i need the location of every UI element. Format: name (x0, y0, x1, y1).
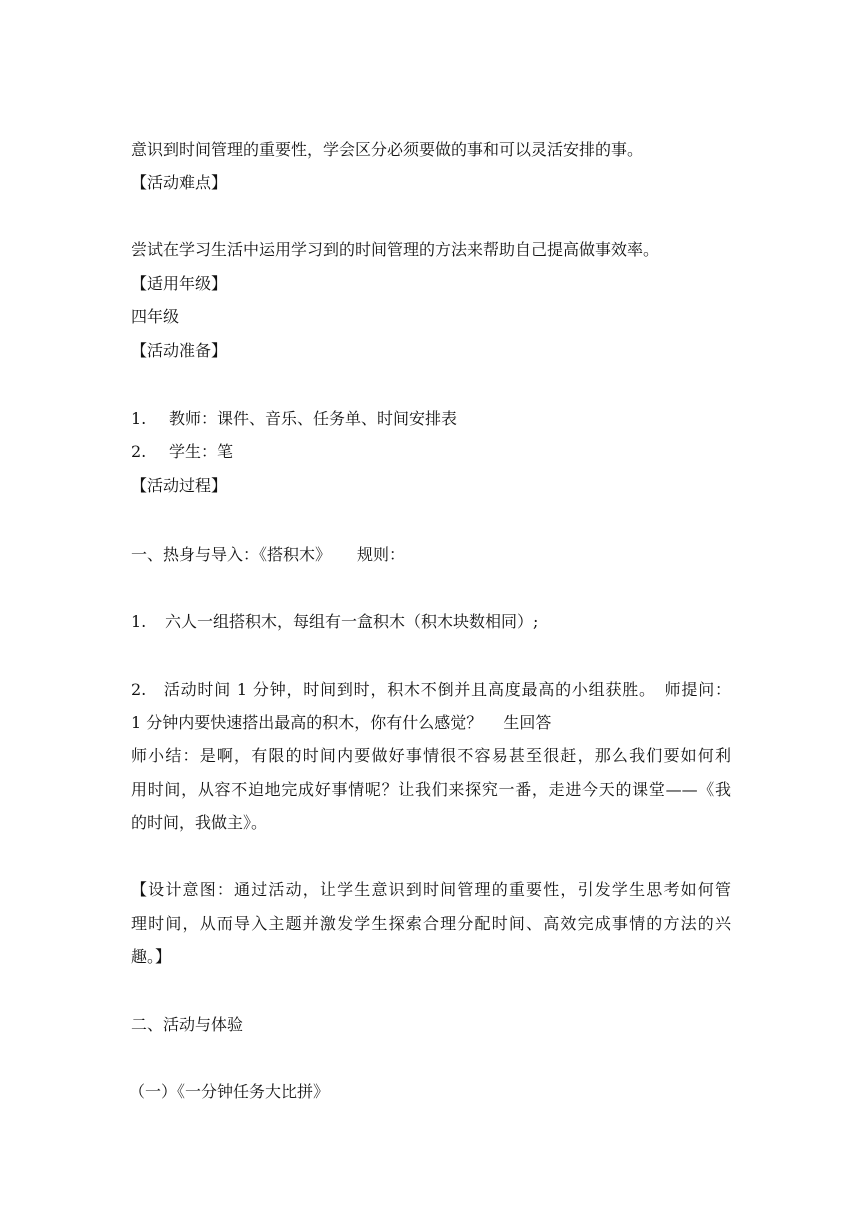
summary-line-3: 的时间，我做主》。 (131, 813, 268, 832)
heading-grade: 【适用年级】 (131, 274, 228, 293)
heading-process: 【活动过程】 (131, 476, 228, 495)
summary-line-2: 用时间，从容不迫地完成好事情呢？让我们来探究一番，走进今天的课堂——《我 (131, 780, 731, 799)
rule-item-2-line-2: 1 分钟内要快速搭出最高的积木，你有什么感觉？ 生回答 (131, 713, 552, 732)
heading-difficulty: 【活动难点】 (131, 173, 228, 192)
prep-item-1 (131, 409, 457, 429)
summary-line-1: 师小结：是啊，有限的时间内要做好事情很不容易甚至很赶，那么我们要如何利 (131, 746, 731, 765)
prep-item-2-number: 2. (131, 442, 147, 461)
design-intent-line-1: 【设计意图：通过活动，让学生意识到时间管理的重要性，引发学生思考如何管 (131, 880, 731, 899)
subsection-1-title: （一）《一分钟任务大比拼》 (129, 1082, 330, 1101)
rule-item-2-line-1: 2. 活动时间 1 分钟，时间到时，积木不倒并且高度最高的小组获胜。 师提问： (131, 680, 731, 699)
section-2-title: 二、活动与体验 (131, 1015, 244, 1034)
rule-item-1-number: 1. (131, 612, 147, 631)
paragraph-goal: 意识到时间管理的重要性，学会区分必须要做的事和可以灵活安排的事。 (131, 140, 644, 159)
rule-item-1 (131, 612, 538, 632)
paragraph-grade: 四年级 (131, 307, 180, 326)
heading-prep: 【活动准备】 (131, 341, 228, 360)
paragraph-difficulty: 尝试在学习生活中运用学习到的时间管理的方法来帮助自己提高做事效率。 (131, 240, 660, 259)
prep-item-2 (131, 442, 233, 462)
section-1-title: 一、热身与导入：《搭积木》 (131, 545, 332, 564)
prep-item-1-text: 教师：课件、音乐、任务单、时间安排表 (169, 409, 458, 428)
section-1-rule-label: 规则： (357, 545, 406, 564)
prep-item-1-number: 1. (131, 409, 147, 428)
design-intent-line-2: 理时间，从而导入主题并激发学生探索合理分配时间、高效完成事情的方法的兴 (131, 914, 731, 933)
prep-item-2-text: 学生：笔 (169, 442, 234, 461)
rule-item-1-text: 六人一组搭积木，每组有一盒积木（积木块数相同）; (165, 612, 539, 631)
section-1-heading (131, 545, 405, 565)
design-intent-line-3: 趣。】 (131, 947, 172, 966)
